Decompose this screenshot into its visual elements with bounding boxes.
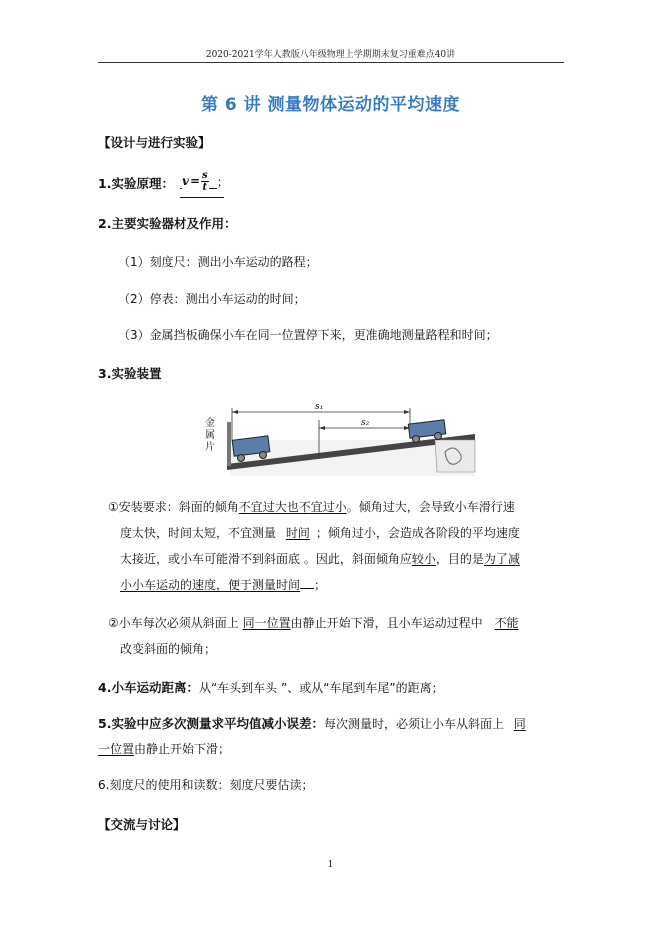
formula-fraction: [201, 170, 209, 193]
note1-line1: [108, 498, 515, 515]
note2-line2: 改变斜面的倾角；: [120, 642, 217, 656]
note2-l1-underlined-1: 同一位置: [242, 616, 291, 630]
item4-line: [98, 678, 444, 696]
note1-l3-text-b: ，目的是: [435, 552, 484, 566]
support-block: [435, 440, 475, 472]
apparatus-diagram: [205, 400, 477, 476]
cart-left-wheel-front: [260, 452, 267, 459]
s1-arrowhead-right: [404, 410, 410, 414]
item5-line2: [98, 740, 230, 757]
s1-arrowhead-left: [232, 410, 238, 414]
item2-sub3: （3）金属挡板确保小车在同一位置停下来，更准确地测量路程和时间；: [118, 328, 498, 342]
note1-l3-underlined-2: 为了减: [483, 552, 520, 566]
formula-equals: =: [189, 174, 201, 188]
cart-right-wheel-front: [435, 433, 442, 440]
item5-tail: 由静止开始下滑；: [134, 742, 231, 756]
item1-label: 1.实验原理：: [98, 176, 174, 191]
metal-plate-label: 金属片: [205, 418, 215, 453]
item5-line1: [98, 714, 526, 732]
item3-label: 3.实验装置: [98, 366, 162, 381]
item2-sub1: （1）刻度尺：测出小车运动的路程；: [118, 255, 318, 269]
item5-underlined-2: 一位置: [98, 742, 135, 756]
note1-line3: [120, 550, 520, 567]
note1-l1-underlined: 不宜过大也不宜过小: [238, 500, 347, 514]
note1-l2-text-a: 度太快，时间太短，不宜测量: [120, 526, 277, 540]
item6-line: 6.刻度尺的使用和读数：刻度尺要估读；: [98, 778, 314, 792]
item4-label: 4.小车运动距离：: [98, 680, 199, 695]
section-heading-discussion: 【交流与讨论】: [98, 817, 186, 832]
item2-sub2: （2）停表：测出小车运动的时间；: [118, 292, 306, 306]
item1-tail: ；: [216, 174, 229, 189]
metal-plate: [227, 422, 231, 466]
formula-underline: [180, 197, 224, 198]
formula-v: v: [182, 174, 189, 188]
formula-denominator: t: [202, 181, 208, 193]
item5-text: 每次测量时，必须让小车从斜面上: [323, 717, 504, 731]
note2-l1-text-a: ②小车每次必须从斜面上: [108, 616, 239, 630]
note1-l4-underlined: 小小车运动的速度，便于测量时间: [120, 578, 301, 592]
note2-line1: [108, 614, 526, 631]
note2-l1-underlined-2: 不能: [494, 616, 519, 630]
experiment-apparatus-figure: [205, 400, 477, 476]
note1-l3-text-a: 太接近，或小车可能滑不到斜面底 。因此，斜面倾角应: [120, 552, 412, 566]
page-number: 1: [327, 860, 334, 870]
formula-blank-right: [209, 174, 217, 189]
item4-text: 从“车头到车头 ”、或从“车尾到车尾”的距离；: [198, 681, 444, 695]
note1-l1-text-a: ①安装要求：斜面的倾角: [108, 500, 239, 514]
note1-l4-text: ；: [314, 578, 327, 592]
formula-numerator: s: [202, 169, 208, 181]
item5-underlined-1: 同: [513, 717, 526, 731]
note1-l1-text-b: 。倾角过大，会导致小车滑行速: [346, 500, 515, 514]
section-heading-experiment: 【设计与进行实验】: [98, 135, 211, 150]
s2-arrowhead-left: [319, 426, 325, 430]
principle-formula: [180, 166, 229, 196]
item2-label: 2.主要实验器材及作用：: [98, 216, 237, 231]
header-divider: [98, 62, 564, 63]
note1-l2-text-b: ；倾角过小，会造成各阶段的平均速度: [315, 526, 520, 540]
note1-l4-blank: [300, 576, 314, 589]
note1-line2: [120, 524, 520, 541]
cart-left-wheel-rear: [238, 455, 245, 462]
s2-label: s₂: [361, 418, 370, 428]
note1-line4: [120, 576, 326, 593]
cart-right-wheel-rear: [413, 436, 420, 443]
page-header: 2020-2021学年人教版八年级物理上学期期末复习重难点40讲: [205, 50, 456, 60]
s1-label: s₁: [315, 402, 324, 412]
item5-label: 5.实验中应多次测量求平均值减小误差：: [98, 716, 324, 731]
page-title: 第 6 讲 测量物体运动的平均速度: [200, 95, 461, 115]
note1-l3-underlined-1: 较小: [411, 552, 436, 566]
note2-l1-text-b: 由静止开始下滑，且小车运动过程中: [290, 616, 483, 630]
note1-l2-underlined: 时间: [285, 526, 310, 540]
